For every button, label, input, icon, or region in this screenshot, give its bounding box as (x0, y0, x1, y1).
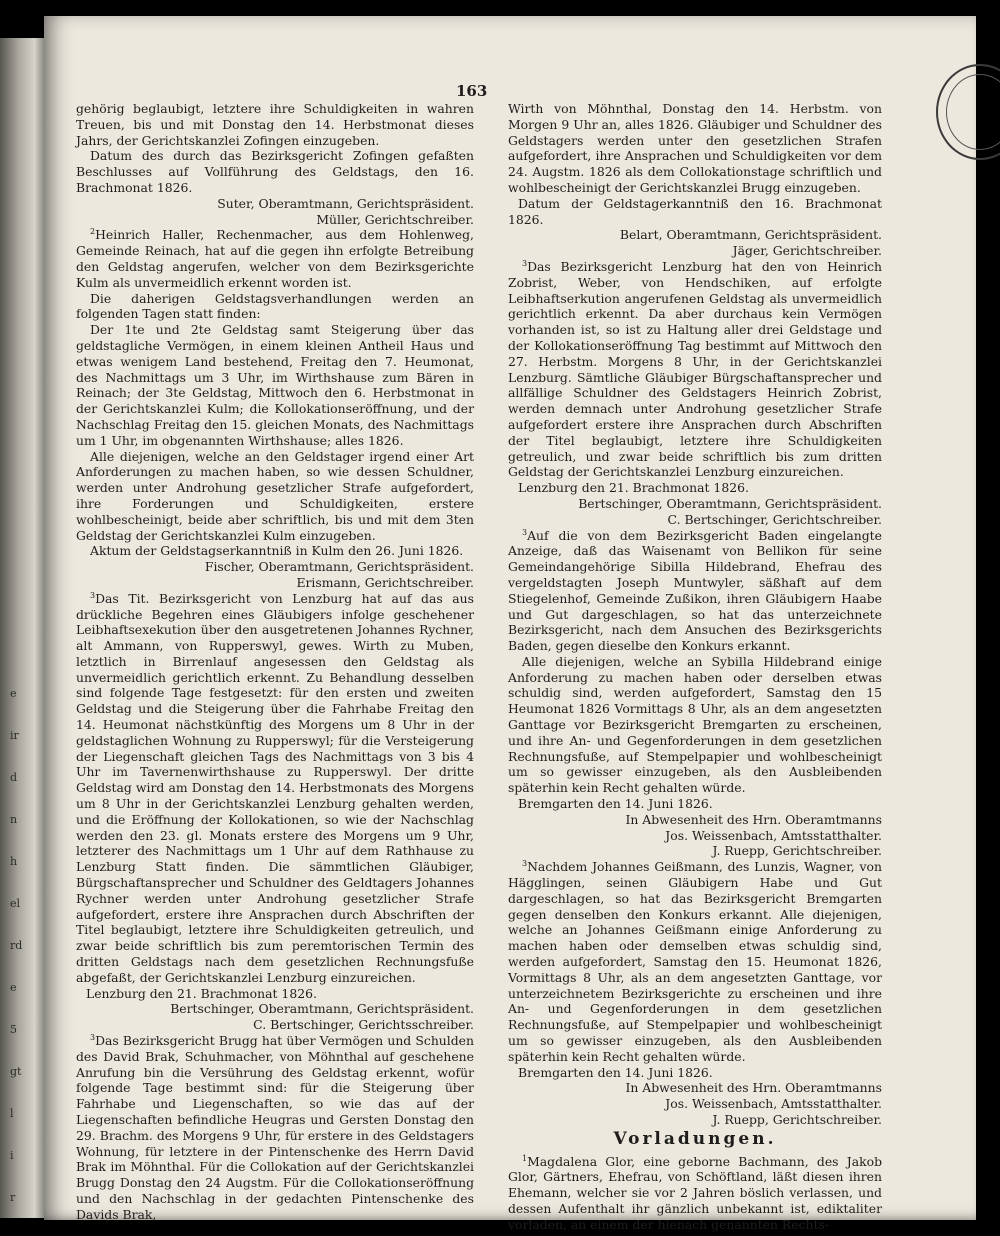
date-line: Bremgarten den 14. Juni 1826. (518, 796, 713, 812)
previous-page-fragment: l (10, 1107, 14, 1120)
signature-line: Müller, Gerichtschreiber. (316, 211, 474, 227)
left-column (76, 101, 474, 1223)
previous-page-fragment: ir (10, 729, 19, 742)
signature-line: Jos. Weissenbach, Amtsstatthalter. (665, 827, 882, 843)
notice-paragraph (76, 591, 474, 986)
notice-number: 3 (522, 527, 528, 537)
date-line: Lenzburg den 21. Brachmonat 1826. (86, 985, 317, 1001)
notice-paragraph (508, 1154, 882, 1233)
library-stamp-inner (946, 74, 1000, 150)
paragraph: Alle diejenigen, welche an Sybilla Hildebrand einige Anforderung zu machen haben oder derselben etwas schuldig sind, werden aufgefordert, Samstag den 15 Heumonat 1826 Vormittags 8 Uhr, als an dem angesetzten Ganttage vor Bezirksgericht Bremgarten zu erscheinen, und ihre An- und Gegenforderungen in dem gesetzlichen Rechnungsfuße, auf Stempelpapier und wohlbescheinigt um so gewisser einzugeben, als den Ausbleibenden späterhin kein Recht gehalten würde. (508, 653, 882, 796)
paragraph: Wirth von Möhnthal, Donstag den 14. Herbstm. von Morgen 9 Uhr an, alles 1826. Gläubiger und Schuldner des Geldstagers werden unter den gesetzlichen Strafen aufgefordert, ihre Ansprachen und Schuldigkeiten vor dem 24. Augstm. 1826 als dem Collokationstage schriftlich und wohlbescheinigt der Gerichtskanzlei Brugg einzugeben. (508, 101, 882, 195)
previous-page-fragment: i (10, 1149, 14, 1162)
section-heading: Vorladungen. (613, 1128, 777, 1149)
page-number: 163 (456, 82, 488, 100)
previous-page-fragment: 5 (10, 1023, 17, 1036)
previous-page-fragment: h (10, 855, 18, 868)
notice-number: 3 (90, 1032, 96, 1042)
previous-page-fragment: e (10, 981, 17, 994)
signature-line: Suter, Oberamtmann, Gerichtspräsident. (217, 195, 474, 211)
previous-page-fragment: gt (10, 1065, 22, 1078)
previous-page-fragment: e (10, 687, 17, 700)
signature-line: J. Ruepp, Gerichtschreiber. (712, 843, 882, 859)
paragraph: Die daherigen Geldstagsverhandlungen werden an folgenden Tagen statt finden: (76, 290, 474, 322)
signature-line: Jos. Weissenbach, Amtsstatthalter. (665, 1096, 882, 1112)
paragraph: Datum des durch das Bezirksgericht Zofingen gefaßten Beschlusses auf Vollführung des Geldstags, den 16. Brachmonat 1826. (76, 148, 474, 195)
signature-line: In Abwesenheit des Hrn. Oberamtmanns (625, 811, 882, 827)
signature-line: Jäger, Gerichtschreiber. (732, 243, 882, 259)
signature-line: Erismann, Gerichtschreiber. (296, 574, 474, 590)
notice-text: Magdalena Glor, eine geborne Bachmann, des Jakob Glor, Gärtners, Ehefrau, von Schöftland, läßt diesen ihren Ehemann, welcher sie vor 2 Jahren böslich verlassen, und dessen Aufenthalt ihr gänzlich unbekannt ist, ediktaliter vorladen, an einem der hienach genannten Rechts- (508, 1153, 882, 1232)
previous-page-fragment: el (10, 897, 21, 910)
previous-page-edge (0, 38, 46, 1218)
signature-line: In Abwesenheit des Hrn. Oberamtmanns (625, 1080, 882, 1096)
paragraph: Aktum der Geldstagserkanntniß in Kulm den 26. Juni 1826. (90, 543, 464, 559)
signature-line: Bertschinger, Oberamtmann, Gerichtspräsident. (170, 1001, 474, 1017)
notice-text: Auf die von dem Bezirksgericht Baden eingelangte Anzeige, daß das Waisenamt von Bellikon für seine Gemeindangehörige Sibilla Hildebrand, Ehefrau des vergeldstagten Joseph Muntwyler, säßhaft auf dem Stiegelenhof, Gemeinde Zußikon, ihren Gläubigern Haabe und Gut dargeschlagen, so hat das unterzeichnete Bezirksgericht, nach dem Ansuchen des Bezirksgerichts Baden, gegen dieselbe den Konkurs erkannt. (508, 527, 882, 654)
notice-paragraph (508, 528, 882, 654)
notice-number: 3 (90, 590, 96, 600)
right-column (508, 101, 882, 1233)
notice-number: 3 (522, 859, 528, 869)
notice-number: 2 (90, 227, 96, 237)
notice-text: Das Bezirksgericht Brugg hat über Vermögen und Schulden des David Brak, Schuhmacher, von Möhnthal auf geschehene Anrufung bin die Versührung des Geldstag erkennt, wofür folgende Tage bestimmt sind: für die Steigerung über Fahrhabe und Liegenschaften, so wie das auf der Liegenschaften befindliche Heugras und Gersten Donstag den 29. Brachm. des Morgens 9 Uhr, für erstere in des Geldstagers Wohnung, für letztere in der Pintenschenke des Herrn David Brak im Möhnthal. Für die Collokation auf der Gerichtskanzlei Brugg Donstag den 24 Augstm. Für die Collokationseröffnung und den Nachschlag in der gedachten Pintenschenke des Davids Brak, (76, 1033, 474, 1222)
notice-text: Nachdem Johannes Geißmann, des Lunzis, Wagner, von Hägglingen, seinen Gläubigern Habe und Gut dargeschlagen, so hat das Bezirksgericht Bremgarten gegen denselben den Konkurs erkannt. Alle diejenigen, welche an Johannes Geißmann einige Anforderung zu machen haben oder demselben etwas schuldig sind, werden aufgefordert, Samstag den 15. Heumonat 1826, Vormittags 8 Uhr, als an dem angesetzten Ganttage, vor unterzeichnetem Bezirksgerichte zu erscheinen und ihre An- und Gegenforderungen in dem gesetzlichen Rechnungsfuße, auf Stempelpapier und wohlbescheinigt um so gewisser einzugeben, als den Ausbleibenden späterhin kein Recht gehalten würde. (508, 859, 882, 1064)
signature-line: C. Bertschinger, Gerichtschreiber. (667, 511, 882, 527)
notice-number: 3 (522, 258, 528, 268)
paragraph: Der 1te und 2te Geldstag samt Steigerung über das geldstagliche Vermögen, in einem kleinen Antheil Haus und etwas wenigem Land bestehend, Freitag den 7. Heumonat, des Nachmittags um 3 Uhr, im Wirthshause zum Bären in Reinach; der 3te Geldstag, Mittwoch den 6. Herbstmonat in der Gerichtskanzlei Kulm; die Kollokationseröffnung, und der Nachschlag Freitag den 15. gleichen Monats, des Nachmittags um 1 Uhr, im obgenannten Wirthshause; alles 1826. (76, 322, 474, 448)
notice-paragraph (76, 1033, 474, 1223)
notice-number: 1 (522, 1153, 528, 1163)
signature-line: C. Bertschinger, Gerichtsschreiber. (253, 1017, 474, 1033)
previous-page-fragment: r (10, 1191, 16, 1204)
signature-line: Fischer, Oberamtmann, Gerichtspräsident. (204, 559, 474, 575)
notice-text: Heinrich Haller, Rechenmacher, aus dem Hohlenweg, Gemeinde Reinach, hat auf die gegen ihn erfolgte Betreibung den Geldstag angerufen, welcher von dem Bezirksgerichte Kulm als unvermeidlich erkennt worden ist. (76, 227, 474, 290)
paragraph: Alle diejenigen, welche an den Geldstager irgend einer Art Anforderungen zu machen haben, so wie dessen Schuldner, werden unter Androhung gesetzlicher Strafe aufgefordert, ihre Forderungen und Schuldigkeiten, erstere wohlbescheinigt, beide aber schriftlich, bis und mit dem 3ten Geldstag der Gerichtskanzlei Kulm einzugeben. (76, 448, 474, 543)
signature-line: Bertschinger, Oberamtmann, Gerichtspräsident. (578, 495, 882, 511)
previous-page-fragment: n (10, 813, 18, 826)
notice-text: Das Bezirksgericht Lenzburg hat den von Heinrich Zobrist, Weber, von Hendschiken, auf erfolgte Leibhaftserkution angerufenen Geldstag als unvermeidlich gerichtlich erkennt. Da aber durchaus kein Vermögen vorhanden ist, so ist zu Haltung aller drei Geldstage und der Kollokationseröffnung Tag bestimmt auf Mittwoch den 27. Herbstm. Morgens 8 Uhr, in der Gerichtskanzlei Lenzburg. Sämtliche Gläubiger Bürgschaftansprecher und allfällige Schuldner des Geldstagers Heinrich Zobrist, werden demnach unter Androhung gesetzlicher Strafe aufgefordert erstere ihre Ansprachen durch Abschriften der Titel beglaubigt, letztere ihre Schuldigkeiten getreulich, und zwar beide schriftlich bis zum dritten Geldstag der Gerichtskanzlei Lenzburg einzureichen. (508, 258, 882, 480)
date-line: Bremgarten den 14. Juni 1826. (518, 1064, 713, 1080)
notice-text: Das Tit. Bezirksgericht von Lenzburg hat auf das aus drückliche Begehren eines Gläubigers infolge geschehener Leibhaftsexekution über den ausgetretenen Johannes Rychner, alt Ammann, von Rupperswyl, gewes. Wirth zu Muben, letztlich in Birrenlauf angesessen den Geldstag als unvermeidlich gerichtlich erkennt. Zu Behandlung desselben sind folgende Tage festgesetzt: für den ersten und zweiten Geldstag und die Steigerung über die Fahrhabe Freitag den 14. Heumonat nächstkünftig des Morgens um 8 Uhr in der geldstaglichen Wohnung zu Rupperswyl; für die Versteigerung der Liegenschaft gleichen Tags des Nachmittags von 3 bis 4 Uhr im Tavernenwirthshause zu Rupperswyl. Der dritte Geldstag wird am Donstag den 14. Herbstmonats des Morgens um 8 Uhr in der Gerichtskanzlei Lenzburg gehalten werden, und die Eröffnung der Kollokationen, so wie der Nachschlag werden den 23. gl. Monats erstere des Morgens um 9 Uhr, letzterer des Nachmittags um 1 Uhr auf dem Rathhause zu Lenzburg Statt finden. Die sämmtlichen Gläubiger, Bürgschaftansprecher und Schuldner des Geldtagers Johannes Rychner werden unter Androhung gesetzlicher Strafe aufgefordert, erstere ihre Ansprachen durch Abschriften der Titel beglaubigt, letztere ihre Schuldigkeiten getreulich, und zwar beide schriftlich bis zum peremtorischen Termin des dritten Geldstags nach dem gesetzlichen Rechnungsfuße abgefaßt, der Gerichtskanzlei Lenzburg einzureichen. (76, 590, 474, 985)
date-line: Datum der Geldstagerkanntniß den 16. Brachmonat 1826. (508, 195, 882, 227)
signature-line: J. Ruepp, Gerichtschreiber. (712, 1112, 882, 1127)
previous-page-fragment: rd (10, 939, 23, 952)
notice-paragraph (508, 859, 882, 1064)
notice-paragraph (76, 227, 474, 290)
paragraph: gehörig beglaubigt, letztere ihre Schuldigkeiten in wahren Treuen, bis und mit Donstag den 14. Herbstmonat dieses Jahrs, der Gerichtskanzlei Zofingen einzugeben. (76, 101, 474, 148)
previous-page-fragment: d (10, 771, 18, 784)
library-stamp (936, 64, 1000, 160)
notice-paragraph (508, 259, 882, 480)
signature-line: Belart, Oberamtmann, Gerichtspräsident. (619, 227, 882, 243)
date-line: Lenzburg den 21. Brachmonat 1826. (518, 480, 749, 496)
